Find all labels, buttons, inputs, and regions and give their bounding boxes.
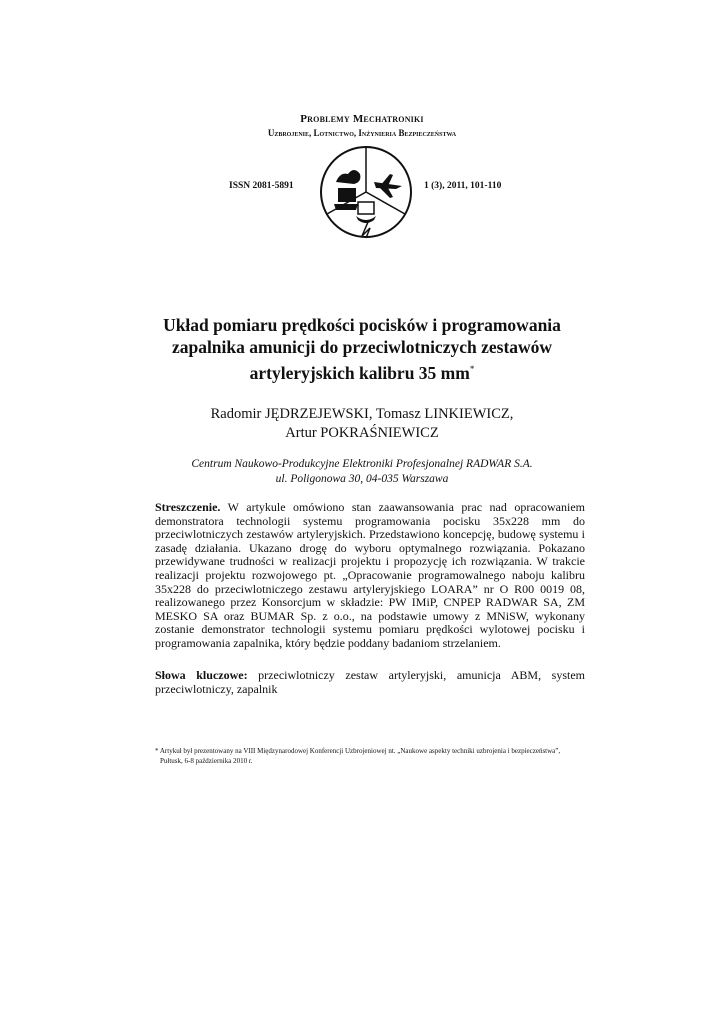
vehicle-icon: [334, 170, 360, 210]
paper-title: [150, 314, 574, 384]
keywords: [155, 669, 585, 696]
keywords-label: Słowa kluczowe:: [155, 668, 248, 682]
keywords-text: przeciwlotniczy zestaw artyleryjski, amunicja ABM, system przeciwlotniczy, zapalnik: [155, 668, 586, 696]
affiliation: [150, 457, 574, 487]
abstract: [155, 501, 585, 651]
title-footnote-marker: *: [469, 364, 475, 374]
authors-line-2: Artur POKRAŚNIEWICZ: [285, 425, 439, 441]
abstract-label: Streszczenie.: [155, 500, 221, 514]
journal-subtitle: Uzbrojenie, Lotnictwo, Inżynieria Bezpieczeństwa: [267, 128, 457, 138]
title-line-2: zapalnika amunicji do przeciwlotniczych zestawów: [171, 337, 553, 357]
journal-name: Problemy Mechatroniki: [300, 113, 424, 125]
issn: ISSN 2081-5891: [229, 181, 294, 191]
authors: [150, 405, 574, 443]
journal-logo: [318, 144, 414, 240]
title-line-3-text: artyleryjskich kalibru 35 mm: [249, 362, 470, 383]
footnote-line-2: Pułtusk, 6-8 października 2010 r.: [160, 756, 253, 765]
title-line-1: Układ pomiaru prędkości pocisków i programowania: [163, 315, 561, 335]
safety-icon: [356, 202, 376, 238]
affiliation-line-1: Centrum Naukowo-Produkcyjne Elektroniki Profesjonalnej RADWAR S.A.: [191, 458, 533, 470]
issue-info: 1 (3), 2011, 101-110: [424, 181, 502, 191]
footnote: [155, 747, 595, 766]
jet-icon: [374, 174, 402, 198]
title-line-3: [150, 358, 574, 384]
authors-line-1: Radomir JĘDRZEJEWSKI, Tomasz LINKIEWICZ,: [210, 406, 514, 422]
footnote-line-1: * Artykuł był prezentowany na VIII Międzynarodowej Konferencji Uzbrojeniowej nt. „Naukowe aspekty techniki uzbrojenia i bezpieczeństwa”,: [155, 747, 561, 755]
abstract-text: W artykule omówiono stan zaawansowania prac nad opracowaniem demonstratora technologii systemu programowania pocisku 35x228 mm do przeciwlotniczych zestawów artyleryjskich. Przedstawiono koncepcję, budowę systemu i zasadę działania. Ukazano drogę do wyboru optymalnego rozwiązania. Pokazano przewidywane trudności w realizacji projektu i propozycję ich rozwiązania. W trakcie realizacji projektu rozwojowego pt. „Opracowanie programowalnego naboju kalibru 35x228 do przeciwlotniczego zestawu artyleryjskiego LOARA” nr O R00 0019 08, realizowanego przez Konsorcjum w składzie: PW IMiP, CNPEP RADWAR SA, ZM MESKO SA oraz BUMAR Sp. z o.o., na podstawie umowy z MNiSW, wykonany zostanie demonstrator technologii systemu pomiaru prędkości wylotowej pocisku i programowania zapalnika, który będzie poddany badaniom strzelaniem.: [155, 500, 585, 650]
affiliation-line-2: ul. Poligonowa 30, 04-035 Warszawa: [275, 473, 449, 485]
